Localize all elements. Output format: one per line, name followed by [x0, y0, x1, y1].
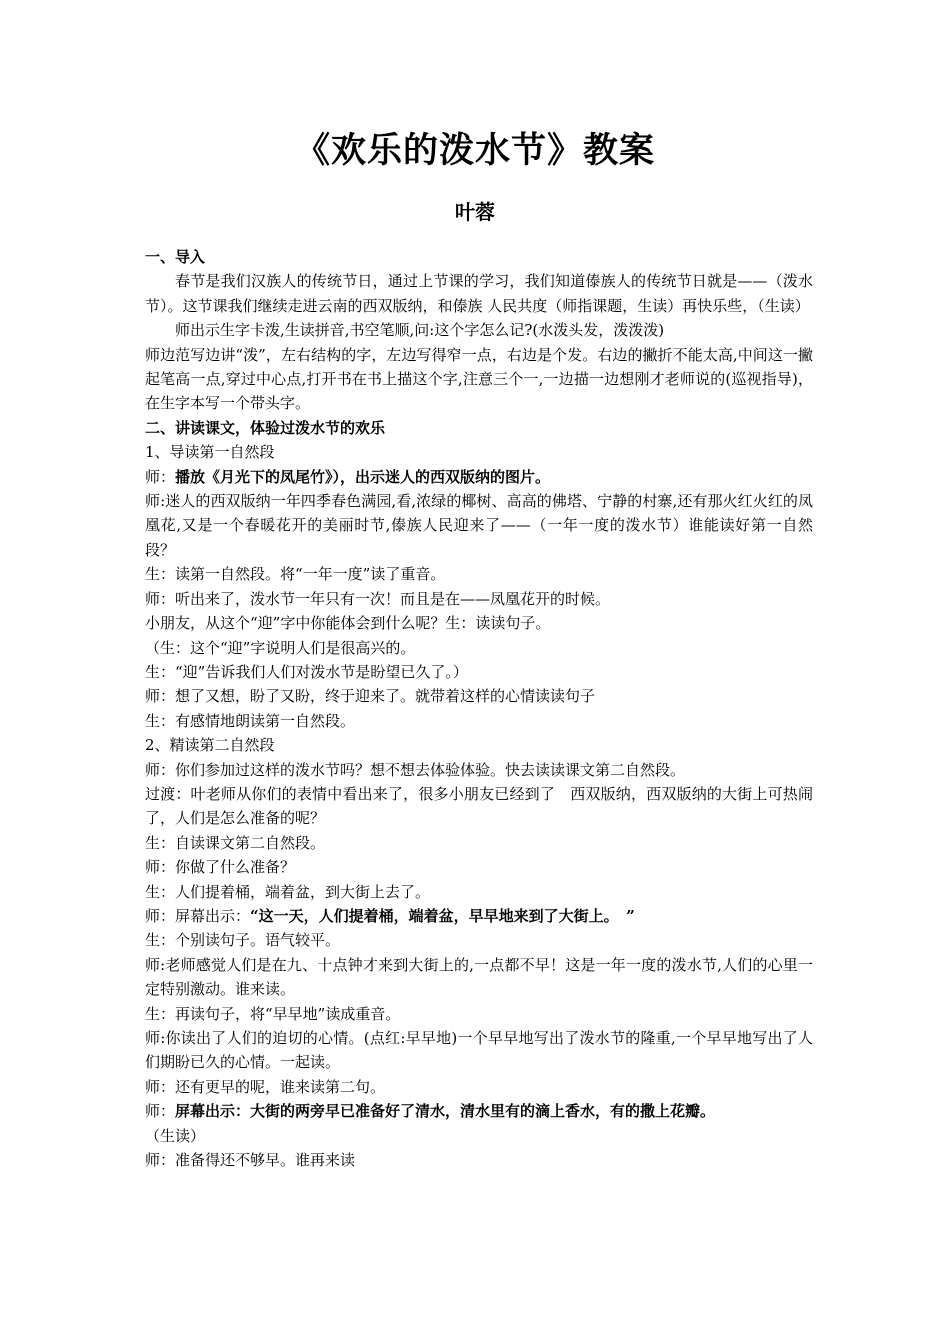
speaker-prefix: 师：	[145, 467, 176, 486]
dialogue-line: 生：人们提着桶，端着盆，到大街上去了。	[145, 882, 431, 901]
section-heading-intro: 一、导入	[145, 248, 206, 266]
dialogue-line: 师:迷人的西双版纳一年四季春色满园,看,浓绿的椰树、高高的佛塔、宁静的村寨,还有那火红火红的凤凰花,又是一个春暖花开的美丽时节,傣族人民迎来了——（一年一度的泼水节）谁能读好第一自然段？	[145, 492, 813, 559]
document-title: 《欢乐的泼水节》教案	[294, 130, 655, 171]
emphasis-text: 屏幕出示：大街的两旁早已准备好了清水，清水里有的滴上香水，有的撒上花瓣。	[175, 1102, 716, 1121]
dialogue-line: 过渡：叶老师从你们的表情中看出来了，很多小朋友已经到了 西双版纳，西双版纳的大街上可热闹了，人们是怎么准备的呢？	[145, 784, 813, 828]
dialogue-line: 师：你做了什么准备？	[145, 858, 296, 877]
dialogue-line	[145, 465, 813, 489]
dialogue-line: 生：个别读句子。语气较平。	[145, 931, 341, 950]
speaker-prefix: 师：屏幕出示：	[145, 906, 251, 925]
document-author: 叶蓉	[455, 200, 495, 224]
dialogue-line: 师:老师感觉人们是在九、十点钟才来到大街上的,一点都不早！这是一年一度的泼水节,人们的心里一定特别激动。谁来读。	[145, 955, 813, 999]
dialogue-line: 师：准备得还不够早。谁再来读	[145, 1151, 356, 1170]
subheading: 2、精读第二自然段	[145, 736, 275, 755]
dialogue-line: 师：想了又想，盼了又盼，终于迎来了。就带着这样的心情读读句子	[145, 687, 596, 706]
emphasis-text: 播放《月光下的凤尾竹》），出示迷人的西双版纳的图片。	[175, 467, 551, 486]
dialogue-line: 师：还有更早的呢，谁来读第二句。	[145, 1077, 386, 1096]
dialogue-line: 师：听出来了，泼水节一年只有一次！而且是在——凤凰花开的时候。	[145, 589, 611, 608]
dialogue-line: （生读）	[145, 1126, 206, 1145]
paragraph: 师边范写边讲“泼”，左右结构的字，左边写得窄一点，右边是个发。右边的撇折不能太高,中间这一撇起笔高一点,穿过中心点,打开书在书上描这个字,注意三个一,一边描一边想刚才老师说的(巡视指导)，在生字本写一个带头字。	[145, 345, 813, 413]
dialogue-line: 师：你们参加过这样的泼水节吗？想不想去体验体验。快去读读课文第二自然段。	[145, 760, 686, 779]
dialogue-line: （生：这个“迎”字说明人们是很高兴的。	[145, 638, 416, 657]
dialogue-line: 生：“迎”告诉我们人们对泼水节是盼望已久了。）	[145, 662, 468, 681]
dialogue-line	[145, 904, 813, 928]
dialogue-line: 小朋友，从这个“迎”字中你能体会到什么呢？生：读读句子。	[145, 614, 551, 633]
dialogue-line: 生：再读句子，将“早早地”读成重音。	[145, 1004, 401, 1023]
dialogue-line: 师:你读出了人们的迫切的心情。(点红:早早地)一个早早地写出了泼水节的隆重,一个早早地写出了人们期盼已久的心情。一起读。	[145, 1029, 813, 1072]
document-body	[145, 245, 813, 1172]
speaker-prefix: 师：	[145, 1102, 176, 1121]
emphasis-text: “这一天，人们提着桶，端着盆，早早地来到了大街上。 ”	[250, 906, 635, 925]
dialogue-line: 生：有感情地朗读第一自然段。	[145, 711, 356, 730]
section-heading-reading: 二、讲读课文，体验过泼水节的欢乐	[145, 418, 386, 437]
paragraph: 春节是我们汉族人的传统节日，通过上节课的学习，我们知道傣族人的传统节日就是——（泼水节）。这节课我们继续走进云南的西双版纳，和傣族 人民共度（师指课题，生读）再快乐些，（生读）	[145, 272, 813, 315]
dialogue-line	[145, 1099, 813, 1123]
dialogue-line: 生：读第一自然段。将“一年一度”读了重音。	[145, 565, 446, 584]
subheading: 1、导读第一自然段	[145, 443, 275, 462]
paragraph: 师出示生字卡泼,生读拼音,书空笔顺,问:这个字怎么记?(水泼头发，泼泼泼)	[175, 321, 665, 340]
dialogue-line: 生：自读课文第二自然段。	[145, 833, 326, 852]
